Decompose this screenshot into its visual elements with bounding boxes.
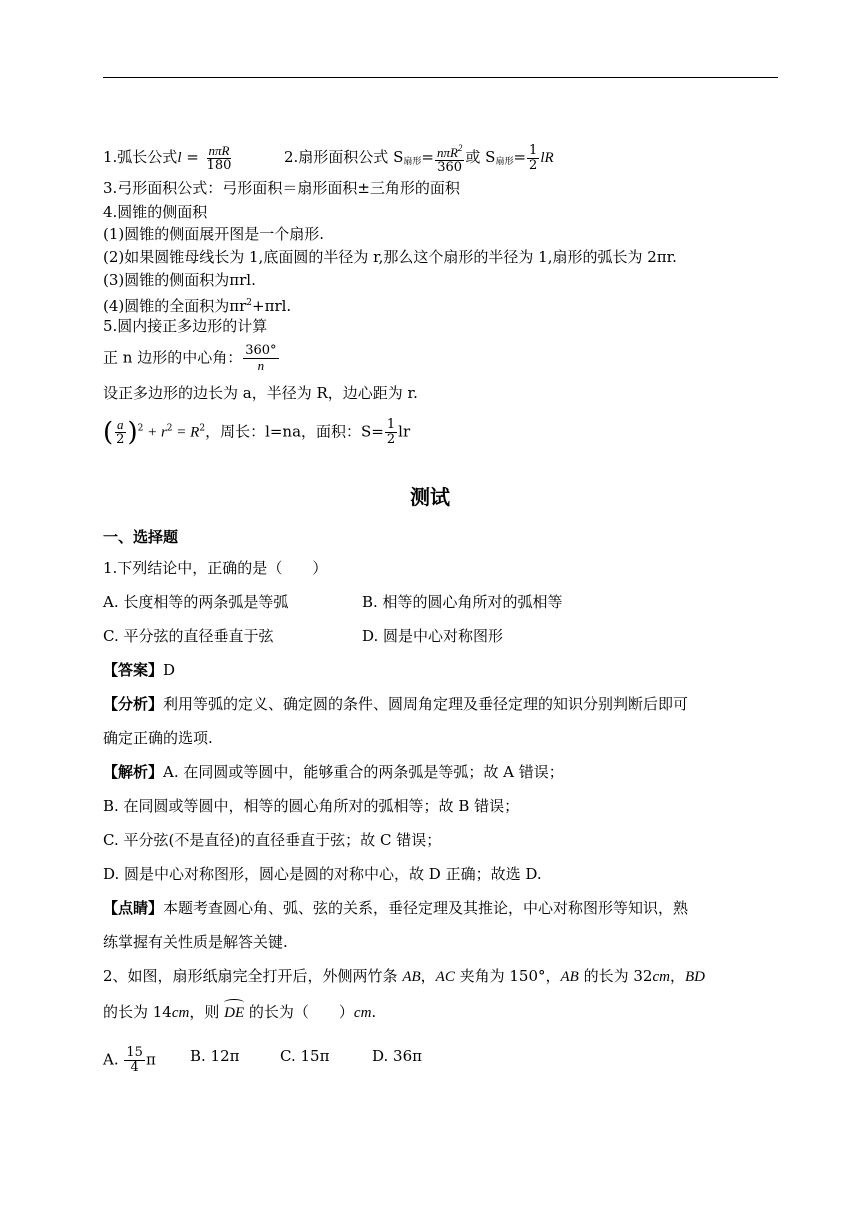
superscript: 2 <box>199 423 206 434</box>
frac-den: 2 <box>529 157 538 173</box>
sector-area-label: 2.扇形面积公式 S <box>283 148 404 166</box>
unit-cm: cm <box>652 969 670 985</box>
analysis-tag: 【分析】 <box>103 695 164 713</box>
text-part: 的长为 32 <box>578 967 653 985</box>
solution-tag: 【解析】 <box>103 763 164 781</box>
half-fraction <box>527 144 539 173</box>
formula-line-arc-sector <box>103 141 554 175</box>
paren-open: ( <box>103 417 114 448</box>
text-line: (1)圆锥的侧面展开图是一个扇形. <box>103 225 325 243</box>
q2-option-d: D. 36π <box>372 1047 422 1065</box>
frac-den: 360 <box>437 160 463 175</box>
frac-den: 180 <box>206 157 232 173</box>
arc-de: DE <box>224 1005 245 1021</box>
section-heading: 一、选择题 <box>103 528 179 546</box>
sector-area-fraction <box>435 141 464 175</box>
text-part: . <box>371 1003 377 1021</box>
text-part: lr <box>398 422 411 441</box>
var-lR: lR <box>540 150 554 166</box>
text-part: ，周长：l=na，面积：S= <box>205 422 384 441</box>
comment-tag: 【点睛】 <box>103 899 164 917</box>
text-part: = R <box>172 424 200 441</box>
q1-solution-b: B. 在同圆或等圆中，相等的圆心角所对的弧相等；故 B 错误； <box>103 797 520 815</box>
polygon-formula-line <box>103 418 410 447</box>
q1-option-d: D. 圆是中心对称图形 <box>362 627 504 645</box>
text-part: ， <box>420 967 436 985</box>
text-part: +πrl. <box>252 297 292 315</box>
superscript: 2 <box>457 143 463 153</box>
option-label: A. <box>103 1050 119 1069</box>
q1-option-b: B. 相等的圆心角所对的弧相等 <box>362 593 563 611</box>
q1-answer <box>103 660 175 680</box>
q2-option-a <box>103 1046 156 1075</box>
q2-option-c: C. 15π <box>280 1047 330 1065</box>
var-ab: AB <box>402 969 421 985</box>
q1-option-a: A. 长度相等的两条弧是等弧 <box>103 593 289 611</box>
text-part: 2、如图，扇形纸扇完全打开后，外侧两竹条 <box>103 967 403 985</box>
q1-stem: 1.下列结论中，正确的是（ ） <box>103 559 328 577</box>
q2-stem-cont <box>103 1002 376 1023</box>
frac-num: 1 <box>529 142 538 158</box>
q2-stem <box>103 966 705 987</box>
q1-solution-c: C. 平分弦(不是直径)的直径垂直于弦；故 C 错误； <box>103 831 442 849</box>
unit-cm: cm <box>171 1005 190 1021</box>
q1-option-c: C. 平分弦的直径垂直于弦 <box>103 627 274 645</box>
header-rule <box>103 77 778 78</box>
option-a-fraction <box>124 1046 145 1075</box>
q1-comment <box>103 898 688 918</box>
q2-option-b: B. 12π <box>190 1047 240 1065</box>
section-title: 测试 <box>410 485 450 509</box>
frac-num: nπR <box>208 142 230 158</box>
text-part: 夹角为 150°， <box>454 967 561 985</box>
a-over-2-fraction <box>114 418 126 447</box>
paren-close: ) <box>127 417 138 448</box>
comment-text: 本题考查圆心角、弧、弦的关系，垂径定理及其推论，中心对称图形等知识，熟 <box>163 899 689 917</box>
frac-den: 4 <box>130 1060 139 1075</box>
text-part: ， <box>669 967 685 985</box>
text-line: (2)如果圆锥母线长为 1,底面圆的半径为 r,那么这个扇形的半径为 1,扇形的弧长为 2πr. <box>103 248 677 266</box>
frac-num: 15 <box>126 1045 143 1060</box>
frac-den: n <box>257 358 265 373</box>
frac-num: a <box>117 417 124 432</box>
pi-symbol: π <box>145 1050 156 1069</box>
arc-length-label: 1.弧长公式 <box>103 148 178 166</box>
subscript: 扇形 <box>495 157 514 167</box>
text-part: 正 n 边形的中心角： <box>103 348 243 367</box>
eq-sign: = <box>181 148 204 166</box>
q1-analysis-cont: 确定正确的选项. <box>103 729 213 747</box>
text-part: (4)圆锥的全面积为πr <box>103 297 247 315</box>
text-part: 的长为 14 <box>103 1003 172 1021</box>
text-part: + r <box>143 424 167 441</box>
superscript: 2 <box>246 298 253 308</box>
solution-text: A. 在同圆或等圆中，能够重合的两条弧是等弧；故 A 错误； <box>163 763 564 781</box>
or-text: 或 S <box>465 148 496 166</box>
frac-den: 2 <box>386 432 396 447</box>
text-line: 设正多边形的边长为 a，半径为 R，边心距为 r. <box>103 384 418 402</box>
half-fraction <box>385 418 397 447</box>
superscript: 2 <box>137 423 144 434</box>
analysis-text: 利用等弧的定义、确定圆的条件、圆周角定理及垂径定理的知识分别判断后即可 <box>163 695 689 713</box>
frac-num: 360° <box>245 343 277 358</box>
answer-value: D <box>163 661 176 679</box>
central-angle-line <box>103 344 280 373</box>
text-line: 4.圆锥的侧面积 <box>103 203 208 221</box>
var-bd: BD <box>684 969 705 985</box>
var-ac: AC <box>435 969 455 985</box>
arc-length-fraction <box>205 144 234 173</box>
q1-solution <box>103 762 564 782</box>
eq-sign: = <box>421 148 434 166</box>
q1-analysis <box>103 694 688 714</box>
eq-sign: = <box>513 148 527 166</box>
text-line <box>103 293 291 316</box>
frac-num-text: nπR <box>436 145 458 160</box>
q1-comment-cont: 练掌握有关性质是解答关键. <box>103 933 288 951</box>
answer-tag: 【答案】 <box>103 661 164 679</box>
text-part: 的长为（ ） <box>244 1003 354 1021</box>
text-line: (3)圆锥的侧面积为πrl. <box>103 271 256 289</box>
var-ab: AB <box>560 969 579 985</box>
var-l: l <box>177 150 182 166</box>
central-angle-fraction <box>243 344 278 373</box>
text-line: 5.圆内接正多边形的计算 <box>103 317 268 335</box>
q1-solution-d: D. 圆是中心对称图形，圆心是圆的对称中心，故 D 正确；故选 D. <box>103 865 542 883</box>
frac-num <box>435 141 464 161</box>
text-part: ，则 <box>189 1003 225 1021</box>
superscript: 2 <box>166 423 173 434</box>
unit-cm: cm <box>353 1005 372 1021</box>
subscript: 扇形 <box>403 157 422 167</box>
text-line: 3.弓形面积公式：弓形面积＝扇形面积±三角形的面积 <box>103 179 460 197</box>
frac-den: 2 <box>116 432 125 447</box>
frac-num: 1 <box>386 417 396 432</box>
